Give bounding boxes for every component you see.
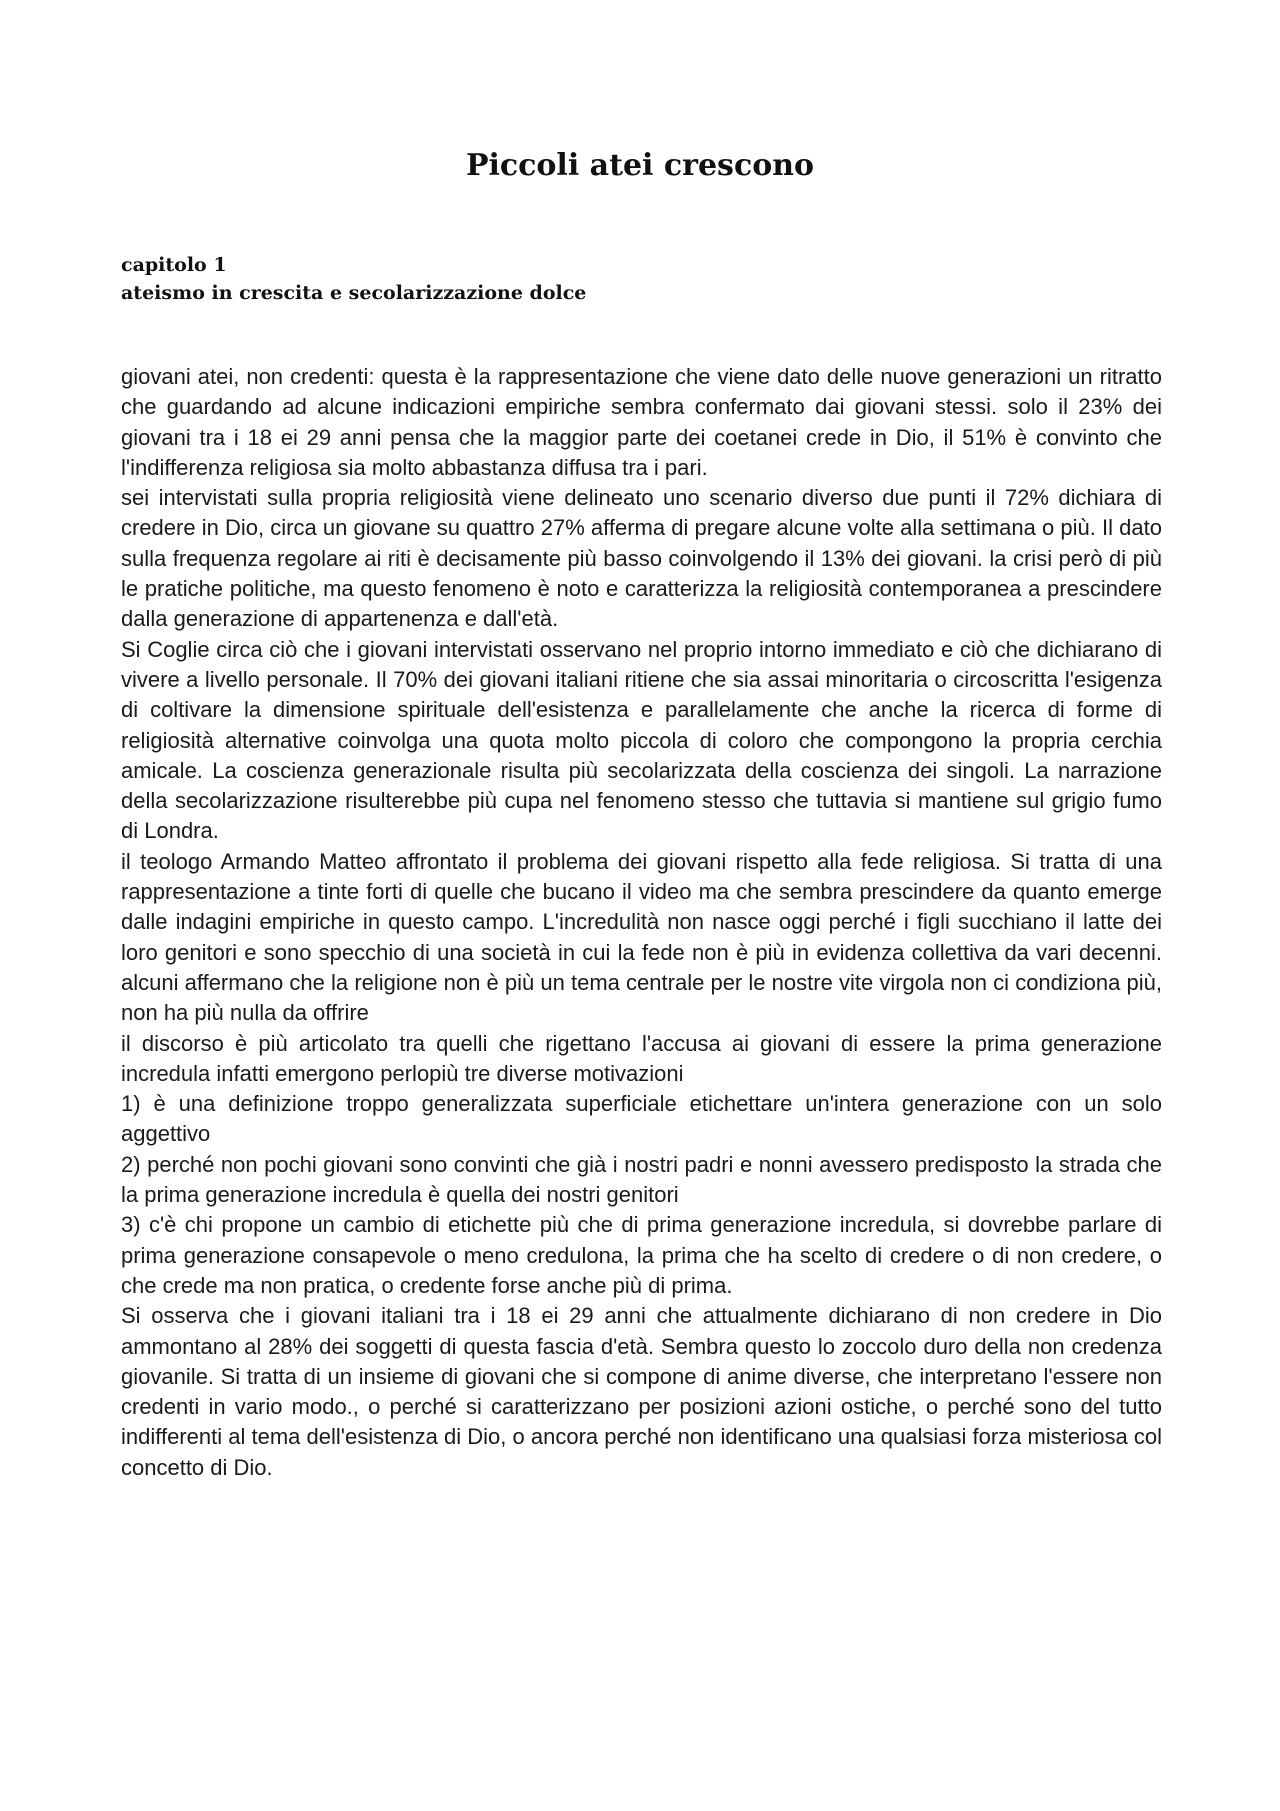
list-item: 2) perché non pochi giovani sono convinti che già i nostri padri e nonni avessero predisposto la strada che la prima generazione incredula è quella dei nostri genitori xyxy=(121,1151,1162,1208)
body-text xyxy=(121,362,1162,1483)
chapter-subtitle: ateismo in crescita e secolarizzazione dolce xyxy=(121,282,587,304)
paragraph: Si Coglie circa ciò che i giovani intervistati osservano nel proprio intorno immediato e ciò che dichiarano di vivere a livello personale. Il 70% dei giovani italiani ritiene che sia assai minoritaria o circoscritta l'esigenza di coltivare la dimensione spirituale dell'esistenza e parallelamente che anche la ricerca di forme di religiosità alternative coinvolga una quota molto piccola di coloro che compongono la propria cerchia amicale. La coscienza generazionale risulta più secolarizzata della coscienza dei singoli. La narrazione della secolarizzazione risulterebbe più cupa nel fenomeno stesso che tuttavia si mantiene sul grigio fumo di Londra. xyxy=(121,636,1162,844)
paragraph: giovani atei, non credenti: questa è la rappresentazione che viene dato delle nuove generazioni un ritratto che guardando ad alcune indicazioni empiriche sembra confermato dai giovani stessi. solo il 23% dei giovani tra i 18 ei 29 anni pensa che la maggior parte dei coetanei crede in Dio, il 51% è convinto che l'indifferenza religiosa sia molto abbastanza diffusa tra i pari. xyxy=(121,364,1162,480)
chapter-heading xyxy=(121,251,586,307)
list-item: 3) c'è chi propone un cambio di etichette più che di prima generazione incredula, si dovrebbe parlare di prima generazione consapevole o meno credulona, la prima che ha scelto di credere o di non credere, o che crede ma non pratica, o credente forse anche più di prima. xyxy=(121,1212,1162,1298)
chapter-number: capitolo 1 xyxy=(121,254,227,276)
paragraph: Si osserva che i giovani italiani tra i 18 ei 29 anni che attualmente dichiarano di non credere in Dio ammontano al 28% dei soggetti di questa fascia d'età. Sembra questo lo zoccolo duro della non credenza giovanile. Si tratta di un insieme di giovani che si compone di anime diverse, che interpretano l'essere non credenti in vario modo., o perché si caratterizzano per posizioni azioni ostiche, o perché sono del tutto indifferenti al tema dell'esistenza di Dio, o ancora perché non identificano una qualsiasi forza misteriosa col concetto di Dio. xyxy=(121,1303,1162,1480)
paragraph: il discorso è più articolato tra quelli che rigettano l'accusa ai giovani di essere la prima generazione incredula infatti emergono perlopiù tre diverse motivazioni xyxy=(121,1030,1162,1086)
paragraph: il teologo Armando Matteo affrontato il problema dei giovani rispetto alla fede religiosa. Si tratta di una rappresentazione a tinte forti di quelle che bucano il video ma che sembra prescindere da quanto emerge dalle indagini empiriche in questo campo. L'incredulità non nasce oggi perché i figli succhiano il latte dei loro genitori e sono specchio di una società in cui la fede non è più in evidenza collettiva da vari decenni. alcuni affermano che la religione non è più un tema centrale per le nostre vite virgola non ci condiziona più, non ha più nulla da offrire xyxy=(121,848,1162,1026)
paragraph: sei intervistati sulla propria religiosità viene delineato uno scenario diverso due punti il 72% dichiara di credere in Dio, circa un giovane su quattro 27% afferma di pregare alcune volte alla settimana o più. Il dato sulla frequenza regolare ai riti è decisamente più basso coinvolgendo il 13% dei giovani. la crisi però di più le pratiche politiche, ma questo fenomeno è noto e caratterizza la religiosità contemporanea a prescindere dalla generazione di appartenenza e dall'età. xyxy=(121,485,1162,632)
list-item: 1) è una definizione troppo generalizzata superficiale etichettare un'intera generazione con un solo aggettivo xyxy=(121,1091,1162,1147)
page-title: Piccoli atei crescono xyxy=(465,148,815,183)
